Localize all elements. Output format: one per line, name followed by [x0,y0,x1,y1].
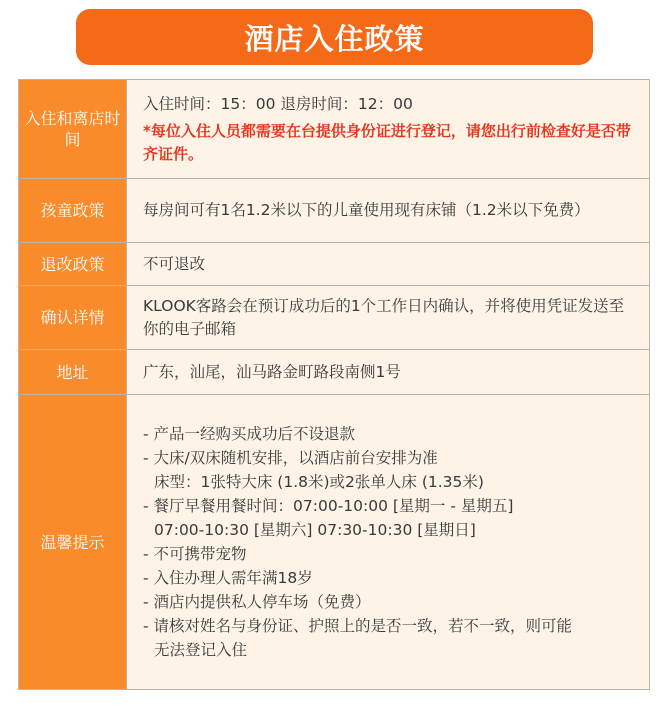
tip-text: - 餐厅早餐用餐时间：07:00-10:00 [星期一 - 星期五] [143,497,514,515]
value-confirm-details: KLOOK客路会在预订成功后的1个工作日内确认，并将使用凭证发送至你的电子邮箱 [127,286,650,350]
label-children-policy: 孩童政策 [19,179,127,243]
label-address: 地址 [19,350,127,395]
tip-subtext: 07:00-10:30 [星期六] 07:30-10:30 [星期日] [154,521,476,539]
tip-item [143,542,637,566]
tip-subtext: 床型：1张特大床 (1.8米)或2张单人床 (1.35米) [154,473,484,491]
row-tips [19,395,650,690]
value-children-policy: 每房间可有1名1.2米以下的儿童使用现有床铺（1.2米以下免费） [127,179,650,243]
tip-item [143,566,637,590]
label-tips: 温馨提示 [19,395,127,690]
label-refund-policy: 退改政策 [19,243,127,286]
value-tips [127,395,650,690]
id-warning-text: *每位入住人员都需要在台提供身份证进行登记，请您出行前检查好是否带齐证件。 [143,121,631,163]
tip-text: - 不可携带宠物 [143,545,247,563]
tip-text: - 请核对姓名与身份证、护照上的是否一致，若不一致，则可能 [143,617,573,635]
row-checkin-checkout [19,80,650,179]
policy-table [18,79,650,690]
tips-list [143,422,637,662]
page-title: 酒店入住政策 [244,21,425,56]
label-confirm-details: 确认详情 [19,286,127,350]
tip-item [143,590,637,614]
row-confirm-details [19,286,650,350]
tip-text: - 产品一经购买成功后不设退款 [143,425,356,443]
value-checkin-checkout [127,80,650,179]
label-checkin-checkout: 入住和离店时间 [19,80,127,179]
value-address: 广东，汕尾，汕马路金町路段南侧1号 [127,350,650,395]
tip-item [143,494,637,542]
tip-item [143,422,637,446]
tip-item [143,446,637,494]
row-refund-policy [19,243,650,286]
tip-item [143,614,637,662]
row-address [19,350,650,395]
tip-text: - 入住办理人需年满18岁 [143,569,313,587]
tip-text: - 大床/双床随机安排，以酒店前台安排为准 [143,449,438,467]
row-children-policy [19,179,650,243]
value-refund-policy: 不可退改 [127,243,650,286]
checkin-times: 入住时间：15：00 退房时间：12：00 [143,94,413,113]
title-banner [76,9,593,65]
tip-text: - 酒店内提供私人停车场（免费） [143,593,371,611]
tip-subtext: 无法登记入住 [154,641,248,659]
